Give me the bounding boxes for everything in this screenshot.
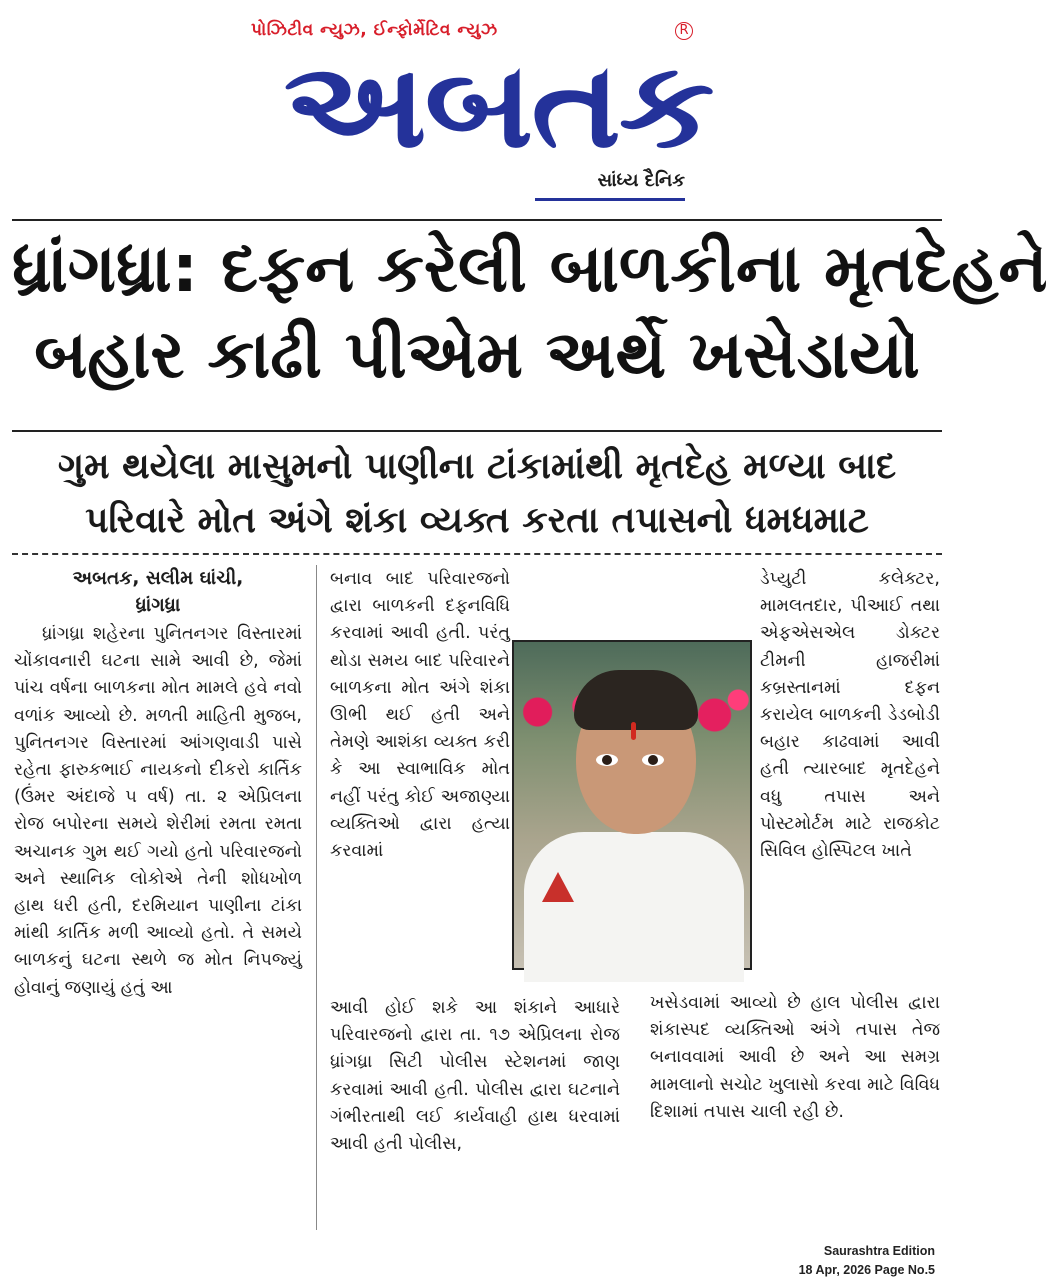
left-eye	[596, 754, 618, 766]
date-page-label: 18 Apr, 2026 Page No.5	[798, 1263, 935, 1277]
article-paragraph-3-top: ડેપ્યુટી કલેક્ટર, મામલતદાર, પીઆઈ તથા એફએસએલ ડોક્ટર ટીમની હાજરીમાં કબ્રસ્તાનમાં દફન કરાયેલ બાળકની ડેડબોડી બહાર કાઢવામાં આવી હતી ત્યારબાદ મૃતદેહને વધુ તપાસ અને પોસ્ટમોર્ટમ માટે રાજકોટ સિવિલ હોસ્પિટલ ખાતે	[760, 569, 940, 862]
subheadline	[12, 440, 942, 548]
article-paragraph-3-bottom: ખસેડવામાં આવ્યો છે હાલ પોલીસ દ્વારા શંકાસ્પદ વ્યક્તિઓ અંગે તપાસ તેજ બનાવવામાં આવી છે અને આ સમગ્ર મામલાનો સચોટ ખુલાસો કરવા માટે વિવિધ દિશામાં તપાસ ચાલી રહી છે.	[650, 993, 940, 1122]
article-column-1	[14, 565, 302, 1002]
byline-author: અબતક, સલીમ ઘાંચી,	[72, 568, 244, 589]
subheadline-divider	[12, 553, 942, 555]
child-photo	[512, 640, 752, 970]
right-eye	[642, 754, 664, 766]
article-paragraph-2-bottom: આવી હોઈ શકે આ શંકાને આધારે પરિવારજનો દ્વારા તા. ૧૭ એપ્રિલના રોજ ધ્રાંગધ્રા સિટી પોલીસ સ્ટેશનમાં જાણ કરવામાં આવી હતી. પોલીસ દ્વારા ઘટનાને ગંભીરતાથી લઈ કાર્યવાહી હાથ ધરવામાં આવી હતી પોલીસ,	[330, 998, 620, 1155]
byline-place: ધ્રાંગધ્રા	[135, 595, 181, 616]
top-divider	[12, 219, 942, 221]
masthead	[245, 20, 713, 205]
masthead-tagline: પોઝિટીવ ન્યુઝ, ઈન્ફોર્મેટિવ ન્યુઝ	[251, 20, 498, 40]
headline-line-1: ધ્રાંગધ્રા: દફન કરેલી બાળકીના મૃતદેહને	[12, 230, 1048, 307]
headline-divider	[12, 430, 942, 432]
child-hair	[574, 670, 698, 730]
article-paragraph-2-top: બનાવ બાદ પરિવારજનો દ્વારા બાળકની દફનવિધિ કરવામાં આવી હતી. પરંતુ થોડા સમય બાદ પરિવારને બાળકના મોત અંગે શંકા ઊભી થઈ હતી અને તેમણે આશંકા વ્યક્ત કરી કે આ સ્વાભાવિક મોત નહીં પરંતુ કોઈ અજાણ્યા વ્યક્તિઓ દ્વારા હત્યા કરવામાં	[330, 569, 510, 862]
column-divider-1	[316, 565, 317, 1230]
article-paragraph-1: ધ્રાંગધ્રા શહેરના પુનિતનગર વિસ્તારમાં ચોંકાવનારી ઘટના સામે આવી છે, જેમાં પાંચ વર્ષના બાળકના મોત મામલે હવે નવો વળાંક આવ્યો છે. મળતી માહિતી મુજબ, પુનિતનગર વિસ્તારમાં આંગણવાડી પાસે રહેતા ફારુકભાઈ નાયકનો દીકરો કાર્તિક (ઉંમર અંદાજે ૫ વર્ષ) તા. ૨ એપ્રિલના રોજ બપોરના સમયે શેરીમાં રમતા રમતા અચાનક ગુમ થઈ ગયો હતો પરિવારજનો અને સ્થાનિક લોકોએ તેની શોધખોળ હાથ ધરી હતી, દરમિયાન પાણીના ટાંકા માંથી કાર્તિક મળી આવ્યો હતો. તે સમયે બાળકનું ઘટના સ્થળે જ મોત નિપજ્યું હોવાનું જણાયું હતું આ	[14, 624, 302, 998]
tilak-mark	[631, 722, 636, 740]
edition-type: સાંધ્ય દૈનિક	[597, 170, 685, 191]
logo-underline	[535, 198, 685, 201]
article-column-3-bottom	[650, 990, 940, 1126]
registered-mark-icon: R	[675, 22, 693, 40]
headline-line-2: બહાર કાઢી પીએમ અર્થે ખસેડાયો	[34, 316, 920, 393]
page-footer	[799, 1242, 935, 1280]
subheadline-line-2: પરિવારે મોત અંગે શંકા વ્યક્ત કરતા તપાસનો ધમધમાટ	[85, 500, 869, 541]
newspaper-logo: અબતક	[283, 36, 713, 174]
headline	[12, 226, 1048, 398]
subheadline-line-1: ગુમ થયેલા માસુમનો પાણીના ટાંકામાંથી મૃતદેહ મળ્યા બાદ	[57, 446, 897, 487]
article-column-2-bottom	[330, 995, 620, 1158]
byline	[14, 565, 302, 619]
white-shirt	[524, 832, 744, 982]
edition-label: Saurashtra Edition	[823, 1244, 935, 1258]
